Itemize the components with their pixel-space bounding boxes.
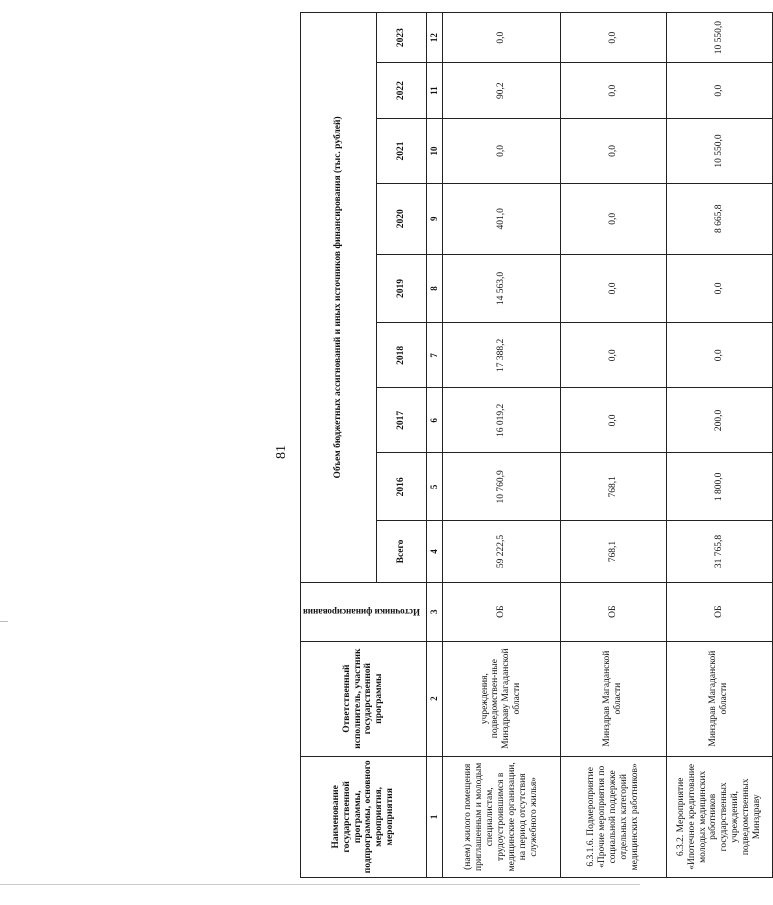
column-number: 3 xyxy=(426,582,442,641)
header-year: 2018 xyxy=(376,323,426,388)
row-value: 0,0 xyxy=(666,254,772,323)
row-value: 0,0 xyxy=(560,13,666,63)
column-number: 12 xyxy=(426,13,442,63)
header-total: Всего xyxy=(376,521,426,583)
table-row xyxy=(560,13,666,878)
header-executor: Ответственный исполнитель, участник государственной программы xyxy=(301,641,427,756)
page-edge xyxy=(0,884,640,885)
header-source xyxy=(301,582,427,641)
header-year: 2016 xyxy=(376,453,426,521)
header-funding: Объем бюджетных ассигнований и иных источников финансирования (тыс. рублей) xyxy=(301,13,377,583)
budget-table xyxy=(300,12,773,878)
row-value: 200,0 xyxy=(666,388,772,453)
row-value: 1 800,0 xyxy=(666,453,772,521)
row-value: 0,0 xyxy=(442,13,560,63)
row-value: 0,0 xyxy=(560,388,666,453)
row-value: 14 563,0 xyxy=(442,254,560,323)
header-year: 2023 xyxy=(376,13,426,63)
row-value: 0,0 xyxy=(666,63,772,119)
row-source: ОБ xyxy=(560,582,666,641)
column-number: 7 xyxy=(426,323,442,388)
column-number: 10 xyxy=(426,118,442,183)
column-number: 5 xyxy=(426,453,442,521)
column-number: 2 xyxy=(426,641,442,756)
row-value: 0,0 xyxy=(560,63,666,119)
row-value: 16 019,2 xyxy=(442,388,560,453)
row-value: 0,0 xyxy=(560,254,666,323)
row-total: 768,1 xyxy=(560,521,666,583)
row-value: 17 388,2 xyxy=(442,323,560,388)
row-total: 59 222,5 xyxy=(442,521,560,583)
rotated-page xyxy=(0,12,763,892)
row-value: 0,0 xyxy=(560,323,666,388)
column-number: 9 xyxy=(426,183,442,254)
header-year: 2017 xyxy=(376,388,426,453)
table-row xyxy=(666,13,772,878)
table-row xyxy=(442,13,560,878)
row-value: 0,0 xyxy=(560,183,666,254)
row-value: 10 550,0 xyxy=(666,118,772,183)
row-source: ОБ xyxy=(666,582,772,641)
row-executor: Минздрав Магаданской области xyxy=(666,641,772,756)
row-value: 0,0 xyxy=(560,118,666,183)
row-source: ОБ xyxy=(442,582,560,641)
row-value: 10 550,0 xyxy=(666,13,772,63)
column-number: 6 xyxy=(426,388,442,453)
row-value: 401,0 xyxy=(442,183,560,254)
row-executor: учреждения, подведомствен-ные Минздраву Магаданской области xyxy=(442,641,560,756)
column-number: 4 xyxy=(426,521,442,583)
header-name: Наименование государственной программы, подпрограммы, основного мероприятия, мероприятия xyxy=(301,756,427,877)
column-number: 1 xyxy=(426,756,442,877)
row-total: 31 765,8 xyxy=(666,521,772,583)
row-value: 768,1 xyxy=(560,453,666,521)
header-year: 2019 xyxy=(376,254,426,323)
scan-artifact xyxy=(0,617,8,622)
row-value: 0,0 xyxy=(442,118,560,183)
row-value: 10 760,9 xyxy=(442,453,560,521)
row-value: 90,2 xyxy=(442,63,560,119)
header-year: 2021 xyxy=(376,118,426,183)
header-source-text: Источники финансирования xyxy=(303,606,420,617)
row-name: 6.3.2. Мероприятие «Ипотечное кредитование молодых медицинских работников государственных учреждений, подведомственных Минздраву xyxy=(666,756,772,877)
row-name: (наем) жилого помещения приглашенным и молодым специалистам, трудоустроившимся в медицинские организации, на период отсутствия служебного жилья» xyxy=(442,756,560,877)
row-value: 8 665,8 xyxy=(666,183,772,254)
row-value: 0,0 xyxy=(666,323,772,388)
column-number: 11 xyxy=(426,63,442,119)
row-name: 6.3.1.6. Подмероприятие «Прочие мероприятия по социальной поддержке отдельных категорий медицинских работников» xyxy=(560,756,666,877)
column-number-row xyxy=(426,13,442,878)
header-year: 2020 xyxy=(376,183,426,254)
page-number: 81 xyxy=(274,445,289,459)
row-executor: Минздрав Магаданской области xyxy=(560,641,666,756)
header-year: 2022 xyxy=(376,63,426,119)
column-number: 8 xyxy=(426,254,442,323)
